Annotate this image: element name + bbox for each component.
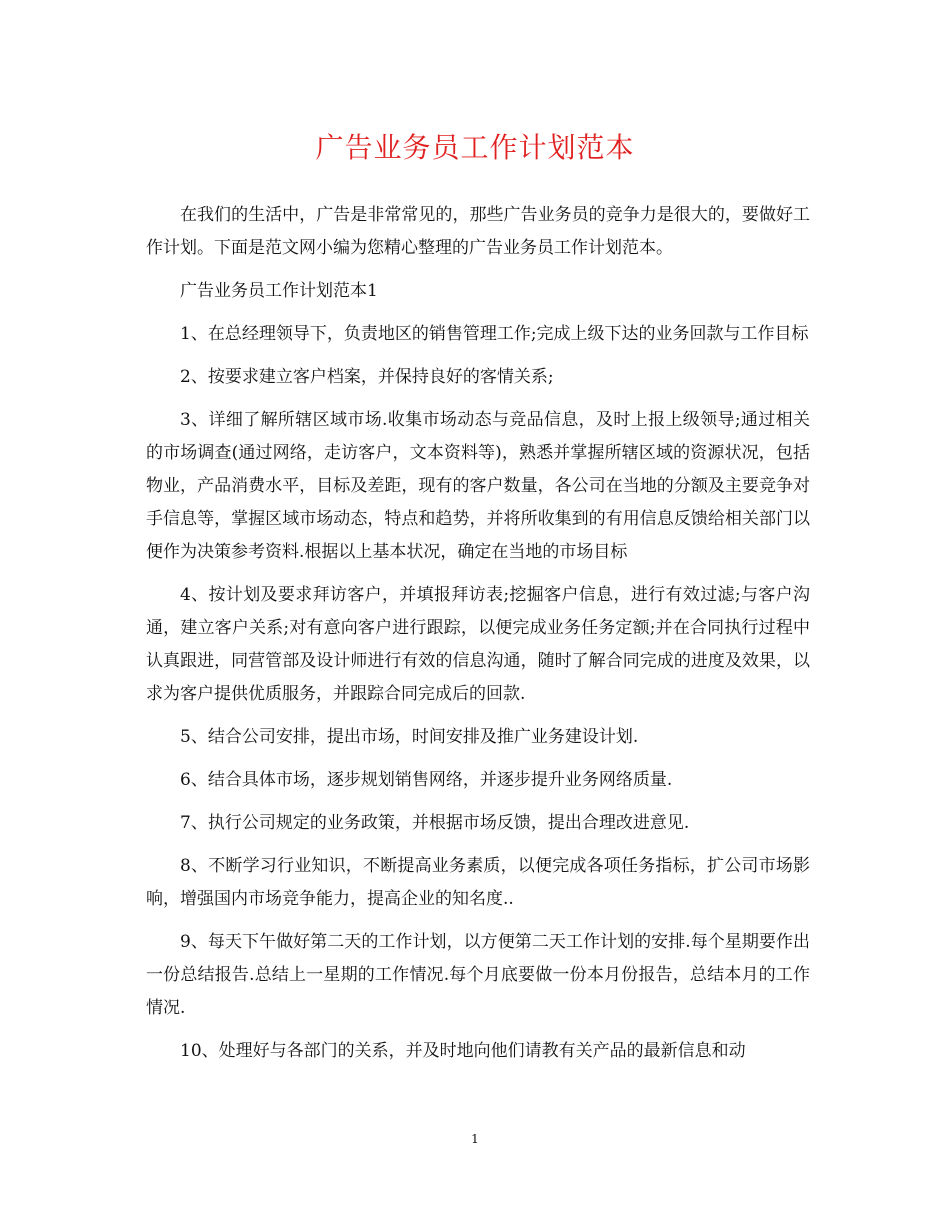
body-paragraph: 2、按要求建立客户档案，并保持良好的客情关系;	[180, 367, 554, 387]
body-paragraph: 1、在总经理领导下，负责地区的销售管理工作;完成上级下达的业务回款与工作目标	[180, 324, 809, 344]
body-paragraph: 在我们的生活中，广告是非常常见的，那些广告业务员的竞争力是很大的，要做好工作计划。下面是范文网小编为您精心整理的广告业务员工作计划范本。	[146, 205, 810, 258]
body-paragraph: 3、详细了解所辖区域市场.收集市场动态与竞品信息，及时上报上级领导;通过相关的市场调查(通过网络，走访客户，文本资料等)，熟悉并掌握所辖区域的资源状况，包括物业，产品消费水平，目标及差距，现有的客户数量，各公司在当地的分额及主要竞争对手信息等，掌握区域市场动态，特点和趋势，并将所收集到的有用信息反馈给相关部门以便作为决策参考资料.根据以上基本状况，确定在当地的市场目标	[146, 410, 810, 562]
body-paragraph: 5、结合公司安排，提出市场，时间安排及推广业务建设计划.	[180, 727, 639, 747]
document-title: 广告业务员工作计划范本	[315, 131, 635, 164]
body-paragraph: 10、处理好与各部门的关系，并及时地向他们请教有关产品的最新信息和动	[180, 1041, 746, 1061]
body-paragraph: 4、按计划及要求拜访客户，并填报拜访表;挖掘客户信息，进行有效过滤;与客户沟通，建立客户关系;对有意向客户进行跟踪，以便完成业务任务定额;并在合同执行过程中认真跟进，同营管部及设计师进行有效的信息沟通，随时了解合同完成的进度及效果，以求为客户提供优质服务，并跟踪合同完成后的回款.	[146, 585, 810, 704]
body-paragraph: 6、结合具体市场，逐步规划销售网络，并逐步提升业务网络质量.	[180, 770, 673, 790]
document-body	[146, 199, 810, 1078]
body-paragraph: 7、执行公司规定的业务政策，并根据市场反馈，提出合理改进意见.	[180, 813, 690, 833]
body-paragraph: 8、不断学习行业知识，不断提高业务素质，以便完成各项任务指标，扩公司市场影响，增强国内市场竞争能力，提高企业的知名度..	[146, 856, 810, 909]
body-paragraph: 广告业务员工作计划范本1	[180, 281, 378, 301]
page-number: 1	[471, 1132, 479, 1146]
body-paragraph: 9、每天下午做好第二天的工作计划，以方便第二天工作计划的安排.每个星期要作出一份总结报告.总结上一星期的工作情况.每个月底要做一份本月份报告，总结本月的工作情况.	[146, 932, 810, 1018]
